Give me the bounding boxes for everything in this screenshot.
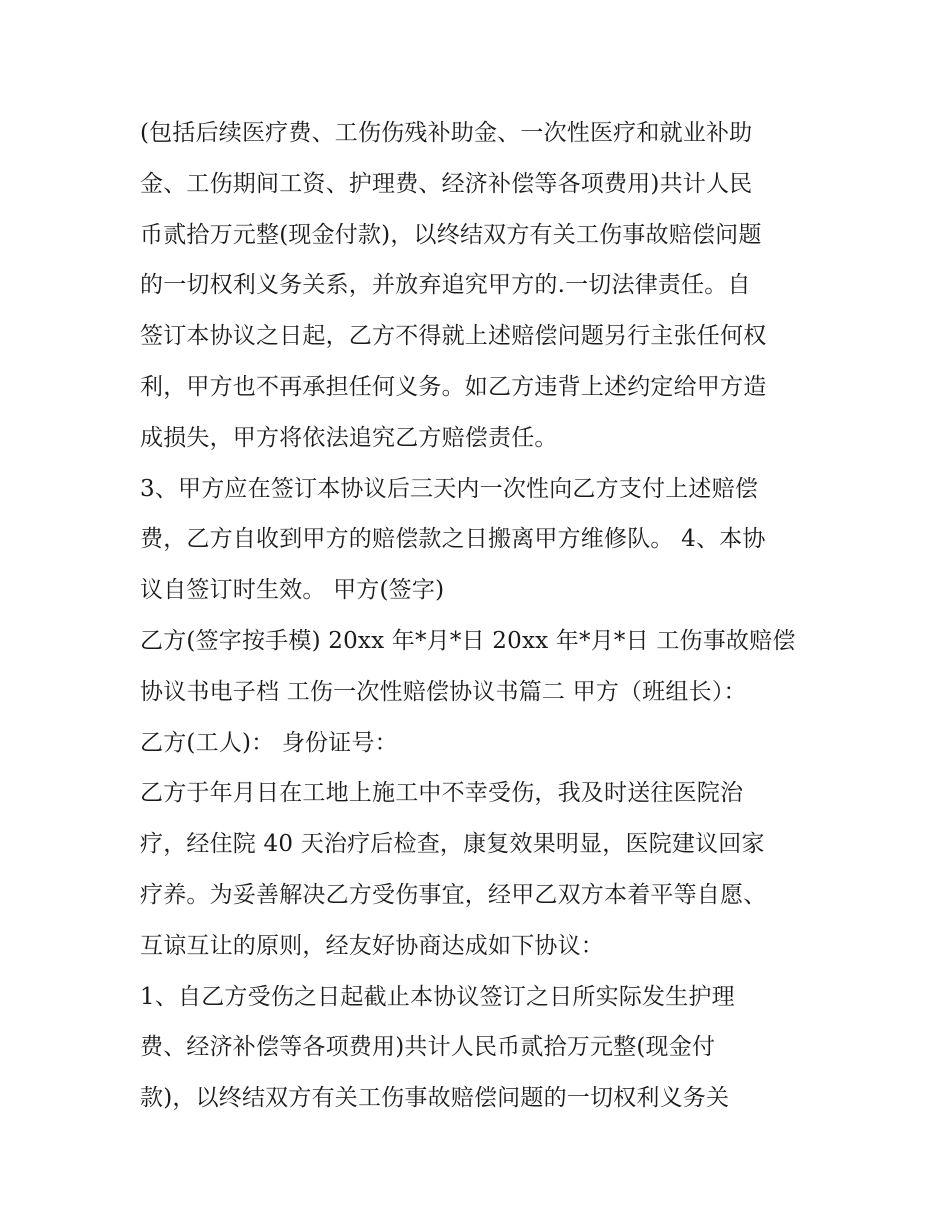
text-line: 3、甲方应在签订本协议后三天内一次性向乙方支付上述赔偿 bbox=[140, 475, 759, 502]
text-line: 疗，经住院 40 天治疗后检查，康复效果明显，医院建议回家 bbox=[140, 831, 765, 858]
text-line: (包括后续医疗费、工伤伤残补助金、一次性医疗和就业补助 bbox=[140, 120, 753, 146]
text-line: 疗养。为妥善解决乙方受伤事宜，经甲乙双方本着平等自愿、 bbox=[140, 881, 767, 908]
text-line: 费、经济补偿等各项费用)共计人民币贰拾万元整(现金付 bbox=[140, 1034, 716, 1061]
text-line: 的一切权利义务关系，并放弃追究甲方的.一切法律责任。自 bbox=[140, 272, 751, 299]
text-line: 币贰拾万元整(现金付款)，以终结双方有关工伤事故赔偿问题 bbox=[140, 221, 762, 248]
text-line: 议自签订时生效。 甲方(签字) bbox=[140, 577, 445, 604]
text-line: 1、自乙方受伤之日起截止本协议签订之日所实际发生护理 bbox=[140, 983, 735, 1010]
text-line: 金、工伤期间工资、护理费、经济补偿等各项费用)共计人民 bbox=[140, 170, 753, 197]
document-body bbox=[140, 108, 820, 1124]
text-line: 利，甲方也不再承担任何义务。如乙方违背上述约定给甲方造 bbox=[140, 373, 767, 400]
text-line: 签订本协议之日起，乙方不得就上述赔偿问题另行主张任何权 bbox=[140, 323, 767, 350]
text-line: 协议书电子档 工伤一次性赔偿协议书篇二 甲方（班组长）： bbox=[140, 678, 747, 705]
text-line: 乙方(签字按手模) 20xx 年*月*日 20xx 年*月*日 工伤事故赔偿 bbox=[140, 627, 796, 654]
text-line: 乙方(工人)： 身份证号： bbox=[140, 729, 398, 756]
text-line: 费，乙方自收到甲方的赔偿款之日搬离甲方维修队。 4、本协 bbox=[140, 526, 766, 553]
text-line: 乙方于年月日在工地上施工中不幸受伤，我及时送往医院治 bbox=[140, 780, 744, 807]
text-line: 成损失，甲方将依法追究乙方赔偿责任。 bbox=[140, 424, 558, 451]
text-line: 互谅互让的原则，经友好协商达成如下协议： bbox=[140, 932, 604, 959]
text-line: 款)，以终结双方有关工伤事故赔偿问题的一切权利义务关 bbox=[140, 1085, 730, 1112]
